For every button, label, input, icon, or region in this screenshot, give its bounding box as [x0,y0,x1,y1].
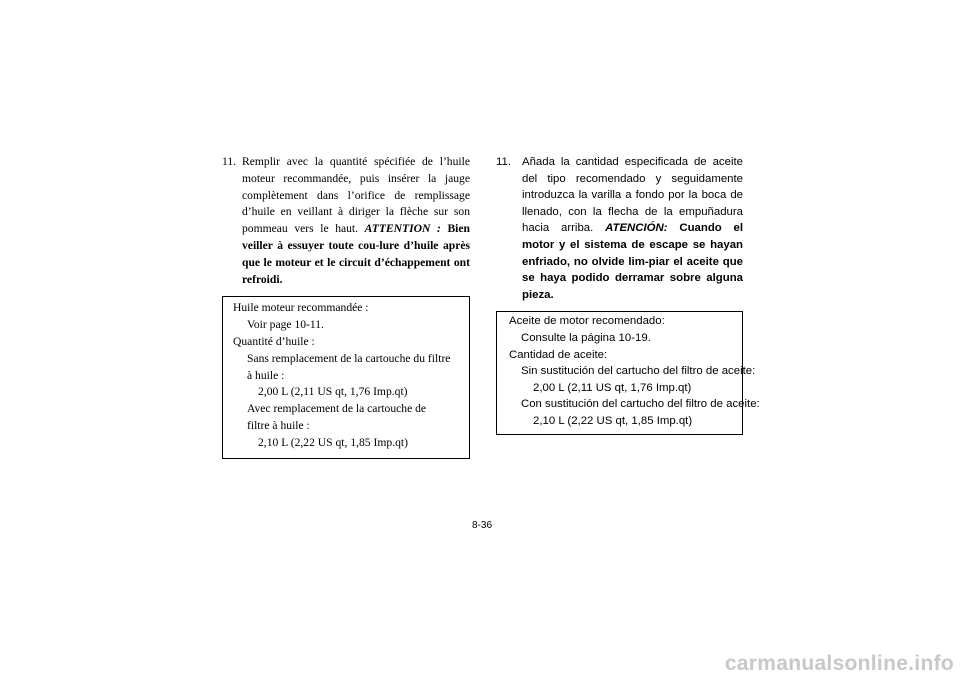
quantity-heading: Quantité d’huile : [233,334,315,348]
oil-heading: Huile moteur recommandée : [233,301,369,315]
oil-spec-box-spanish [496,311,760,434]
quantity-heading: Cantidad de aceite: [509,348,608,361]
oil-reference: Consulte la página 10-19. [521,331,651,344]
step-number: 11. [496,156,511,168]
oil-reference: Voir page 10-11. [247,318,324,332]
caution-text: Bien veiller à essuyer toute cou-lure d’huile après que le moteur et le circuit d’échappement ont refroidi. [242,222,471,286]
page-number: 8-36 [472,520,493,531]
with-filter-label: Avec remplacement de la cartouche de filtre à huile : [247,402,427,432]
step-body [242,154,470,288]
with-filter-label: Con sustitución del cartucho del filtro de aceite: [521,398,760,411]
step-body [522,154,743,303]
french-column [222,154,470,459]
without-filter-label: Sin sustitución del cartucho del filtro de aceite: [521,365,756,378]
caution-label: ATTENTION : [364,222,441,236]
oil-spec-box-french [222,296,470,458]
caution-text: Cuando el motor y el sistema de escape se hayan enfriado, no olvide lim-piar el aceite que se haya podido derramar sobre alguna pieza. [522,222,744,301]
without-filter-value: 2,00 L (2,11 US qt, 1,76 Imp.qt) [258,385,408,399]
oil-heading: Aceite de motor recomendado: [509,315,665,328]
without-filter-value: 2,00 L (2,11 US qt, 1,76 Imp.qt) [533,381,692,394]
watermark: carmanualsonline.info [724,652,954,675]
step-11-french [222,154,470,288]
step-11-spanish [496,154,743,303]
without-filter-label: Sans remplacement de la cartouche du filtre à huile : [247,351,451,382]
caution-label: ATENCIÓN: [605,222,668,235]
with-filter-value: 2,10 L (2,22 US qt, 1,85 Imp.qt) [258,435,408,449]
with-filter-value: 2,10 L (2,22 US qt, 1,85 Imp.qt) [533,414,693,427]
step-number: 11. [222,155,237,168]
spanish-column [496,154,760,435]
step-text: Añada la cantidad especificada de aceite del tipo recomendado y seguidamente introduzca la varilla a fondo por la boca de llenado, con la flecha de la empuñadura hacia arriba. [522,156,743,235]
step-text: Remplir avec la quantité spécifiée de l’huile moteur recommandée, puis insérer la jauge complètement dans l’orifice de remplissage d’huile en veillant à diriger la flèche sur son pommeau vers le haut. [242,155,470,236]
